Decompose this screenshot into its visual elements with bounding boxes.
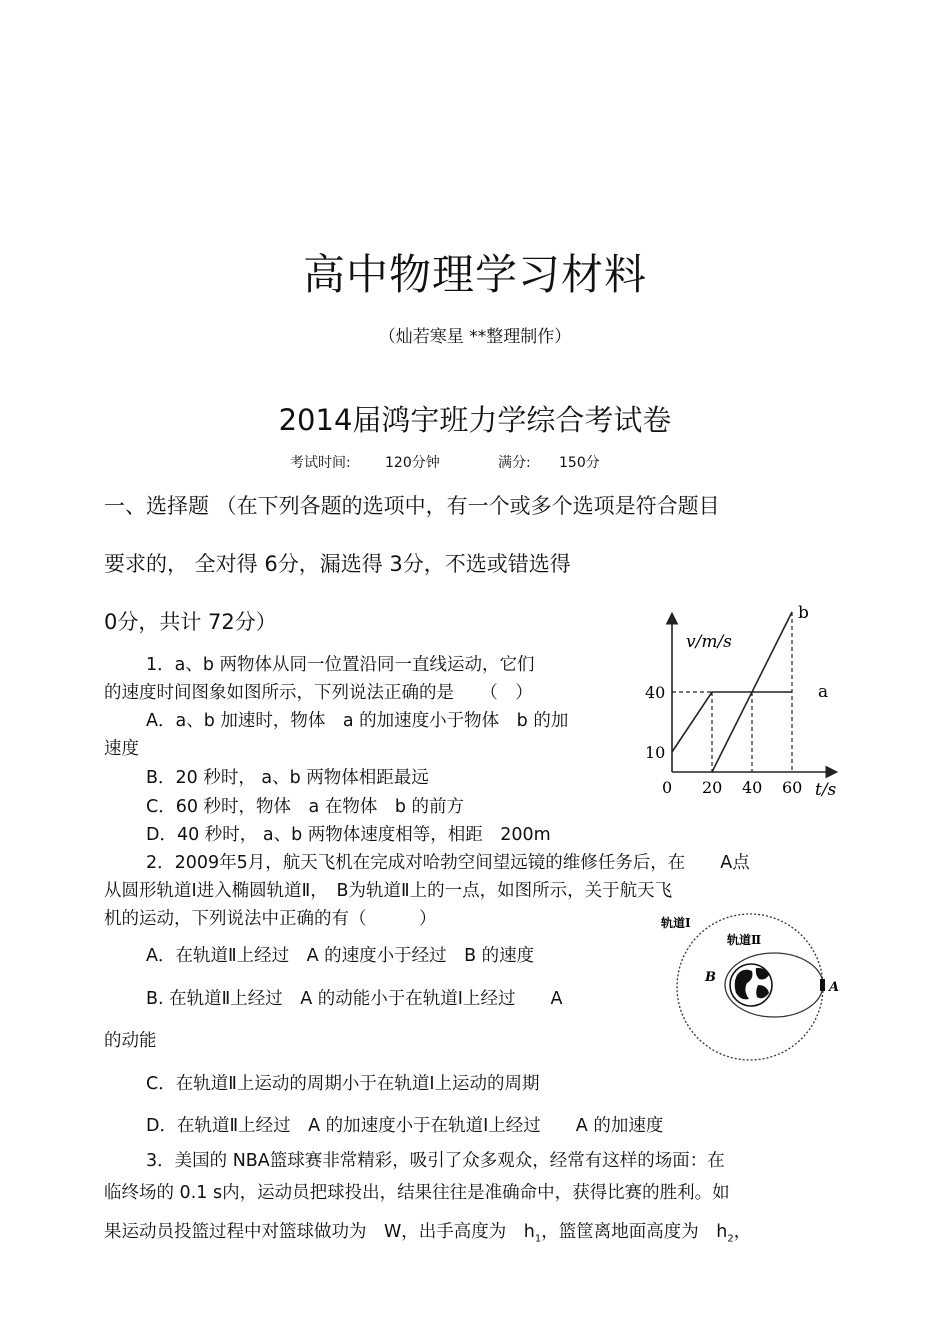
q3-line2: 临终场的 0.1 s内，运动员把球投出，结果往往是准确命中，获得比赛的胜利。如 (104, 1183, 730, 1203)
x-axis-label: t/s (815, 780, 837, 800)
section1-line3: 0分，共计 72分） (104, 610, 277, 634)
y-axis-label: v/m/s (686, 632, 732, 652)
q3-line3-part2: ，篮筐离地面高度为 h (541, 1222, 728, 1242)
point-a-marker (820, 979, 825, 991)
vt-chart (625, 585, 860, 805)
q1-option-c: C．60 秒时，物体 a 在物体 b 的前方 (146, 797, 465, 817)
q2-option-b: B. 在轨道Ⅱ上经过 A 的动能小于在轨道Ⅰ上经过 A (146, 989, 563, 1009)
q2-option-b-cont: 的动能 (104, 1031, 157, 1051)
point-b-label: B (705, 970, 716, 985)
exam-title: 2014届鸿宇班力学综合考试卷 (278, 403, 672, 437)
series-a-line (672, 692, 792, 752)
section1-line2: 要求的， 全对得 6分，漏选得 3分，不选或错选得 (104, 552, 571, 576)
exam-time-value: 120分钟 (385, 455, 440, 471)
y-tick-10: 10 (645, 743, 666, 762)
q3-line3 (104, 1218, 751, 1245)
point-a-label: A (829, 980, 840, 995)
x-tick-20: 20 (702, 778, 723, 797)
q2-stem-line1: 2．2009年5月，航天飞机在完成对哈勃空间望远镜的维修任务后，在 A点 (146, 853, 750, 873)
x-tick-60: 60 (782, 778, 803, 797)
series-a-label: a (818, 682, 829, 702)
q3-line3-part1: 果运动员投篮过程中对篮球做功为 W，出手高度为 h (104, 1222, 535, 1242)
q2-stem-line2: 从圆形轨道Ⅰ进入椭圆轨道Ⅱ， B为轨道Ⅱ上的一点，如图所示，关于航天飞 (104, 881, 673, 901)
h2-subscript: 2 (727, 1233, 734, 1245)
section1-line1: 一、选择题 （在下列各题的选项中，有一个或多个选项是符合题目 (104, 494, 720, 518)
q2-option-c: C．在轨道Ⅱ上运动的周期小于在轨道Ⅰ上运动的周期 (146, 1074, 540, 1094)
earth-icon (730, 964, 772, 1006)
exam-score-label: 满分: (498, 455, 531, 471)
q1-stem-line1: 1．a、b 两物体从同一位置沿同一直线运动，它们 (146, 655, 535, 675)
q1-option-a-cont: 速度 (104, 739, 139, 759)
y-tick-40: 40 (645, 683, 666, 702)
q3-line1: 3．美国的 NBA篮球赛非常精彩，吸引了众多观众，经常有这样的场面：在 (146, 1151, 725, 1171)
tick-labels (645, 683, 802, 797)
q3-line3-part3: ， (733, 1222, 752, 1242)
q1-stem-line2: 的速度时间图象如图所示，下列说法正确的是 （ ） (104, 683, 533, 703)
q1-option-d: D．40 秒时， a、b 两物体速度相等，相距 200m (146, 825, 551, 845)
exam-score-value: 150分 (559, 455, 600, 471)
q1-option-b: B．20 秒时， a、b 两物体相距最远 (146, 768, 429, 788)
exam-time-label: 考试时间: (290, 455, 351, 471)
x-tick-0: 0 (662, 778, 673, 797)
q2-stem-line3: 机的运动，下列说法中正确的有（ ） (104, 909, 437, 929)
q1-option-a: A．a、b 加速时，物体 a 的加速度小于物体 b 的加 (146, 711, 569, 731)
h1-subscript: 1 (534, 1233, 542, 1245)
orbit2-label: 轨道Ⅱ (727, 933, 762, 947)
credit-line: （灿若寒星 **整理制作） (378, 327, 572, 347)
x-tick-40: 40 (742, 778, 763, 797)
q2-option-d: D．在轨道Ⅱ上经过 A 的加速度小于在轨道Ⅰ上经过 A 的加速度 (146, 1116, 664, 1136)
series-labels (798, 603, 828, 702)
orbit-diagram (655, 905, 850, 1065)
page-title: 高中物理学习材料 (302, 250, 647, 299)
q2-option-a: A．在轨道Ⅱ上经过 A 的速度小于经过 B 的速度 (146, 946, 535, 966)
series-b-label: b (798, 603, 809, 623)
orbit1-label: 轨道Ⅰ (661, 916, 691, 930)
